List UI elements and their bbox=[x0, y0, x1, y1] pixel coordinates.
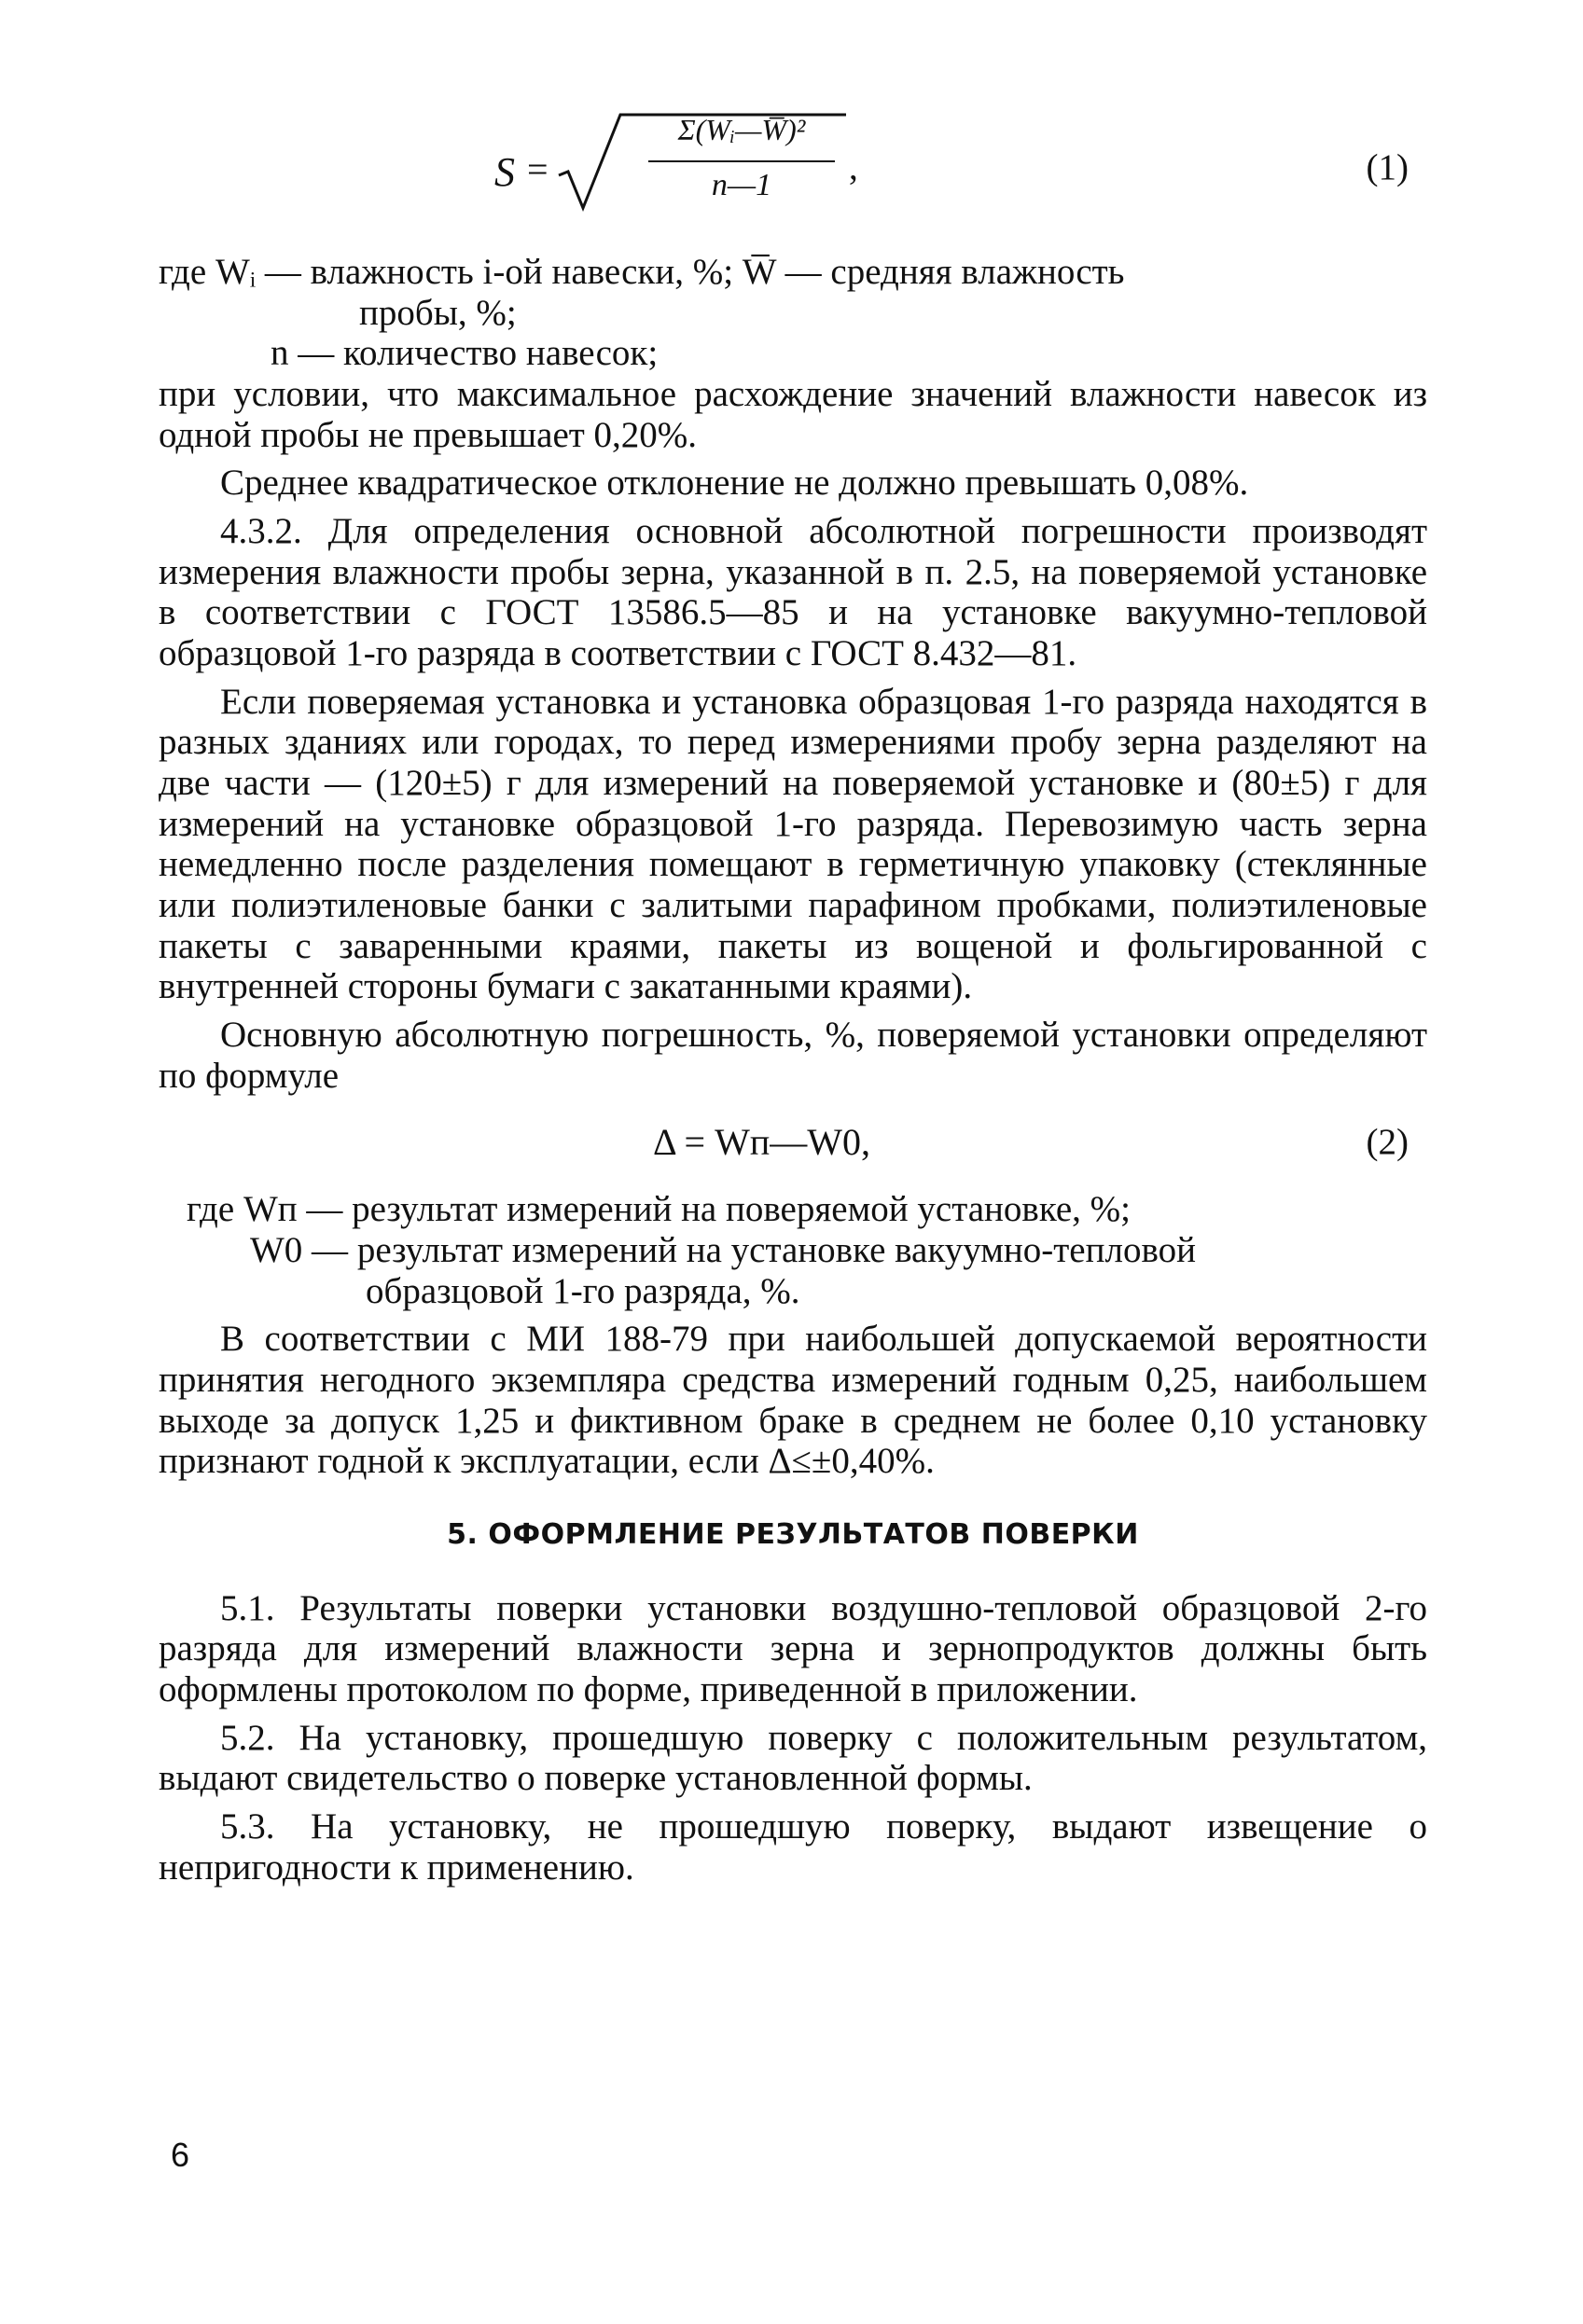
formula-1-equals: = bbox=[527, 148, 548, 190]
definition-symbol: где Wᵢ — bbox=[159, 252, 301, 292]
formula-2 bbox=[159, 1114, 1427, 1189]
definition-text: образцовой 1-го разряда, %. bbox=[366, 1270, 800, 1311]
formula-1 bbox=[159, 93, 1427, 252]
page-number: 6 bbox=[171, 2136, 190, 2174]
paragraph-transport: Если поверяемая установка и установка образцовая 1-го разряда находятся в разных зданиях или городах, то перед измерениями пробу зерна разделяют на две части — (120±5) г для измерений на поверяемой установке и (80±5) г для измерений на установке образцовой 1-го разряда. Перевозимую часть зерна немедленно после разделения помещают в герметичную упаковку (стеклянные или полиэтиленовые банки с залитыми парафином пробками, полиэтиленовые пакеты с заваренными краями, пакеты из вощеной и фольгированной с внутренней стороны бумаги с закатанными краями). bbox=[159, 681, 1427, 1007]
formula-1-definitions bbox=[159, 252, 1427, 374]
formula-1-denominator: n—1 bbox=[711, 168, 772, 202]
definition-line bbox=[159, 1230, 1427, 1271]
paragraph-5-2: 5.2. На установку, прошедшую поверку с положительным результатом, выдают свидетельство о поверке установленной формы. bbox=[159, 1717, 1427, 1799]
definition-line bbox=[159, 333, 1427, 374]
paragraph-5-1: 5.1. Результаты поверки установки воздушно-тепловой образцовой 2-го разряда для измерений влажности зерна и зернопродуктов должны быть оформлены протоколом по форме, приведенной в приложении. bbox=[159, 1587, 1427, 1710]
definition-text: пробы, %; bbox=[359, 292, 517, 333]
paragraph-condition: при условии, что максимальное расхождение значений влажности навесок из одной пробы не превышает 0,20%. bbox=[159, 374, 1427, 455]
paragraph-formula-intro: Основную абсолютную погрешность, %, поверяемой установки определяют по формуле bbox=[159, 1015, 1427, 1096]
definition-line bbox=[159, 252, 1427, 293]
formula-2-expression: Δ = Wп—W0, bbox=[653, 1121, 870, 1164]
formula-1-numerator: Σ(Wᵢ—W̅)² bbox=[677, 113, 806, 146]
formula-2-definitions bbox=[159, 1189, 1427, 1311]
formula-2-number: (2) bbox=[1366, 1122, 1409, 1163]
document-page bbox=[159, 93, 1427, 1888]
formula-1-comma: , bbox=[849, 147, 858, 187]
definition-symbol: W0 — bbox=[250, 1230, 349, 1271]
paragraph-5-3: 5.3. На установку, не прошедшую поверку, выдают извещение о непригодности к применению. bbox=[159, 1806, 1427, 1888]
definition-text: результат измерений на поверяемой установке, %; bbox=[352, 1189, 1131, 1230]
formula-1-fraction-bar bbox=[648, 160, 835, 162]
definition-text: результат измерений на установке вакуумно-тепловой bbox=[356, 1230, 1196, 1271]
paragraph-std-deviation: Среднее квадратическое отклонение не должно превышать 0,08%. bbox=[220, 463, 1249, 504]
definition-text: влажность i-ой навески, %; W̅ — средняя влажность bbox=[310, 252, 1125, 292]
paragraph-4-3-2: 4.3.2. Для определения основной абсолютной погрешности производят измерения влажности пробы зерна, указанной в п. 2.5, на поверяемой установке в соответствии с ГОСТ 13586.5—85 и на установке вакуумно-тепловой образцовой 1-го разряда в соответствии с ГОСТ 8.432—81. bbox=[159, 511, 1427, 674]
formula-1-number: (1) bbox=[1366, 147, 1409, 187]
definition-line bbox=[159, 1189, 1427, 1230]
definition-line bbox=[159, 1271, 1427, 1312]
definition-symbol: где Wп — bbox=[187, 1189, 343, 1230]
definition-text: количество навесок; bbox=[343, 333, 659, 374]
paragraph-mi-188-79: В соответствии с МИ 188-79 при наибольшей допускаемой вероятности принятия негодного экземпляра средства измерений годным 0,25, наибольшем выходе за допуск 1,25 и фиктивном браке в среднем не более 0,10 установку признают годной к эксплуатации, если Δ≤±0,40%. bbox=[159, 1319, 1427, 1482]
formula-1-lhs: S bbox=[494, 149, 515, 195]
definition-line bbox=[159, 293, 1427, 334]
definition-symbol: n — bbox=[271, 333, 335, 374]
section-heading: 5. ОФОРМЛЕНИЕ РЕЗУЛЬТАТОВ ПОВЕРКИ bbox=[447, 1518, 1139, 1552]
